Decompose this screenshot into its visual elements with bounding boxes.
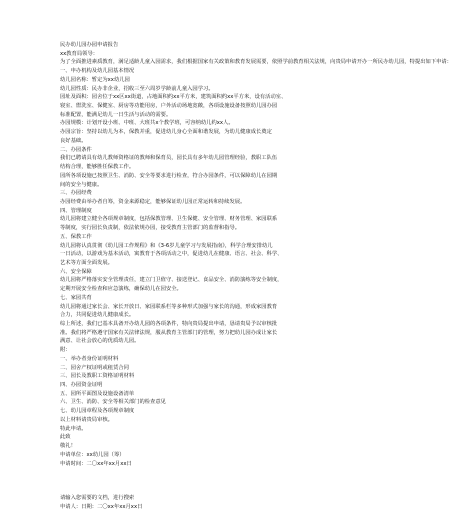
document-line: 合力，共同促进幼儿健康成长。 bbox=[60, 312, 135, 319]
document-line: 二、园舍产权证明或租赁合同 bbox=[60, 364, 129, 371]
document-line: 幼儿园将通过家长会、家长开放日、家园联系栏等多种形式加强与家长的沟通，形成家园教育 bbox=[60, 303, 278, 310]
document-line: 七、家园共育 bbox=[60, 294, 92, 301]
document-line: 三、园长及教职工资格证明材料 bbox=[60, 373, 135, 380]
footer-title: 请输入您需要的文档，进行搜索 bbox=[60, 495, 135, 501]
document-line: 办园经费由举办者自筹，资金来源稳定，能够保证幼儿园正常运转和持续发展。 bbox=[60, 198, 246, 205]
document-line: xx教育局领导： bbox=[60, 50, 99, 57]
document-line: 四、管理制度 bbox=[60, 207, 92, 214]
document-line: 敬礼！ bbox=[60, 443, 76, 450]
document-line: 幼儿园性质：民办非企业，招收三至六周岁学龄前儿童入园学习。 bbox=[60, 85, 214, 92]
document-line: 园所各项设施已按照卫生、消防、安全等要求进行检查，符合办园条件，可以保障幼儿在园期 bbox=[60, 172, 278, 179]
document-line: 一、申办机构及幼儿园基本情况 bbox=[60, 68, 135, 75]
document-line: 附： bbox=[60, 347, 71, 354]
document-line: 一、举办者身份证明材料 bbox=[60, 355, 119, 362]
document-line: 满意、让社会放心的优质幼儿园。 bbox=[60, 338, 140, 345]
document-line: 办园规模：计划开设小班、中班、大班共x个教学班，可容纳幼儿约xx人。 bbox=[60, 120, 234, 127]
document-line: 此致 bbox=[60, 434, 71, 441]
document-line: 我们已聘请具有幼儿教师资格证的教师和保育员，园长具有多年幼儿园管理经验，教职工队伍 bbox=[60, 155, 278, 162]
document-line: 一日活动，以游戏为基本活动，寓教育于各项活动之中，促进幼儿在健康、语言、社会、科学、 bbox=[60, 251, 283, 258]
document-line: 办园宗旨：坚持以幼儿为本，保教并重，促进幼儿身心全面和谐发展，为幼儿健康成长奠定 bbox=[60, 129, 272, 136]
document-line: 以上材料请贵局审核。 bbox=[60, 416, 113, 423]
document-line: 六、安全保障 bbox=[60, 268, 92, 275]
document-line: 六、卫生、消防、安全等相关部门的检查意见 bbox=[60, 399, 166, 406]
document-line: 三、办园经费 bbox=[60, 190, 92, 197]
document-line: 申请单位：xx幼儿园（筹） bbox=[60, 451, 125, 458]
document-line: 等制度，实行园长负责制，依法依规办园，接受教育主管部门的监督和指导。 bbox=[60, 225, 241, 232]
document-line: 幼儿园将严格落实安全管理责任，建立门卫值守、接送登记、食品安全、消防演练等安全制度， bbox=[60, 277, 283, 284]
document-line: 寝室、盥洗室、保健室、厨房等功能用房，户外活动场地宽敞，各项设施设备按照幼儿园办园 bbox=[60, 103, 278, 110]
document-line: 申请时间：二〇xx年xx月xx日 bbox=[60, 460, 132, 467]
document-line: 定期开展安全检查和应急演练，确保幼儿在园安全。 bbox=[60, 286, 182, 293]
footer-signature-line: 申请人：日期：二〇xx年xx月xx日 bbox=[60, 503, 143, 510]
document-line: 为了全面推进素质教育，满足适龄儿童入园需求，我们根据国家有关政策和教育发展需要，依照学前教育相关法规，向贵局申请开办一所民办幼儿园，特提出如下申请： bbox=[60, 59, 452, 66]
document-line: 标准配置，能满足幼儿一日生活与活动的需要。 bbox=[60, 111, 172, 118]
document-line: 民办幼儿园办园申请报告 bbox=[60, 42, 119, 48]
document-line: 准。我们将严格遵守国家有关法律法规，服从教育主管部门的管理，努力把幼儿园办成让家长 bbox=[60, 329, 278, 336]
document-line: 园址及面积：园舍位于xx区xx街道，占地面积约xx平方米，建筑面积约xx平方米，设有活动室、 bbox=[60, 94, 287, 101]
document-line: 五、保教工作 bbox=[60, 233, 92, 240]
document-body bbox=[60, 41, 452, 468]
document-line: 幼儿园将认真贯彻《幼儿园工作规程》和《3-6岁儿童学习与发展指南》，科学合理安排幼儿 bbox=[60, 242, 273, 249]
document-line: 七、幼儿园章程及各项规章制度 bbox=[60, 408, 135, 415]
document-line: 良好基础。 bbox=[60, 137, 87, 144]
document-line: 幼儿园名称：暂定为xx幼儿园 bbox=[60, 76, 130, 83]
document-line: 综上所述，我们已基本具备开办幼儿园的各项条件，特向贵局提出申请，恳请贵局予以审核批 bbox=[60, 321, 278, 327]
document-line: 四、办园资金证明 bbox=[60, 382, 103, 389]
document-line: 特此申请。 bbox=[60, 425, 87, 432]
document-line: 间的安全与健康。 bbox=[60, 181, 103, 188]
document-line: 结构合理，能够胜任保教工作。 bbox=[60, 164, 135, 171]
document-footer bbox=[60, 494, 360, 511]
document-line: 二、办园条件 bbox=[60, 146, 92, 153]
document-line: 五、园所平面图及设施设备清单 bbox=[60, 390, 135, 397]
document-line: 艺术等方面全面发展。 bbox=[60, 259, 113, 266]
document-line: 幼儿园将建立健全各项规章制度，包括保教管理、卫生保健、安全管理、财务管理、家园联系 bbox=[60, 216, 278, 223]
